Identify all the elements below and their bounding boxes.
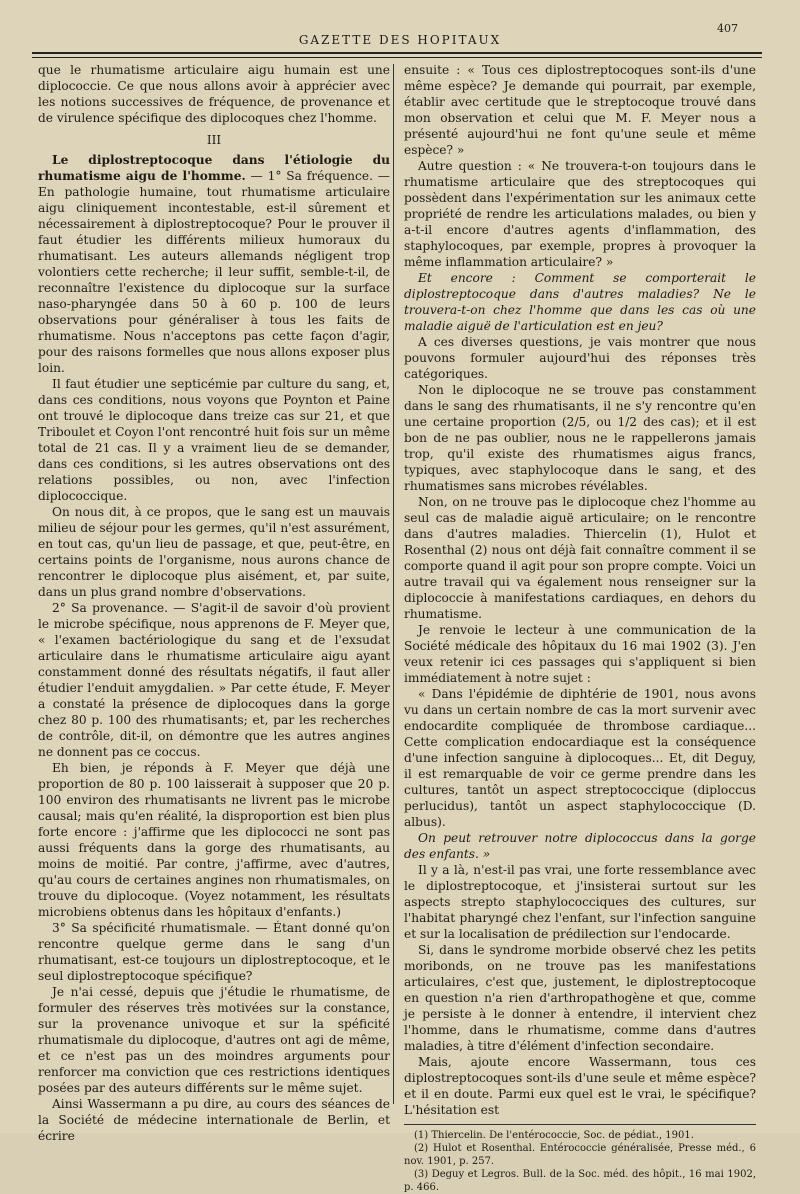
paragraph: Non, on ne trouve pas le diplocoque chez l'homme au seul cas de maladie aiguë articulaire; on le rencontre dans d'autres maladies. Thiercelin (1), Hulot et Rosenthal (2) nous ont déjà fait connaître comment il se comporte quand il agit pour son propre compte. Voici un autre travail qui va également nous renseigner sur la diplococcie à manifestations cardiaques, en dehors du rhumatisme.: [404, 495, 756, 621]
paragraph: On nous dit, à ce propos, que le sang est un mauvais milieu de séjour pour les germes, qu'il n'est assurément, en tout cas, qu'un lieu de passage, et que, peut-être, en certains points de l'organisme, nous aurons chance de rencontrer le diplocoque plus aisément, et, par suite, dans un plus grand nombre d'observations.: [38, 505, 390, 599]
paragraph: que le rhumatisme articulaire aigu humain est une diplococcie. Ce que nous allons avoir à apprécier avec les notions successives de fréquence, de provenance et de virulence spécifique des diplocoques chez l'homme.: [38, 63, 390, 125]
paragraph: Je renvoie le lecteur à une communication de la Société médicale des hôpitaux du 16 mai 1902 (3). J'en veux retenir ici ces passages qui s'appliquent si bien immédiatement à notre sujet :: [404, 623, 756, 685]
paragraph: [38, 152, 390, 376]
paragraph: Non le diplocoque ne se trouve pas constamment dans le sang des rhumatisants, il ne s'y rencontre qu'en une certaine proportion (2/5, ou 1/2 des cas); et il est bon de ne pas oublier, nous ne le rappellerons jamais trop, qu'il existe des rhumatismes aigus francs, typiques, avec staphylocoque dans le sang, et des rhumatismes sans microbes révélables.: [404, 383, 756, 493]
column-divider: [393, 64, 394, 1104]
top-rule-thin: [32, 57, 762, 58]
paragraph: Il y a là, n'est-il pas vrai, une forte ressemblance avec le diplostreptocoque, et j'insisterai surtout sur les aspects strepto staphylococciques des cultures, sur l'habitat pharyngé chez l'enfant, sur l'infection sanguine et sur la localisation de prédilection sur l'endocarde.: [404, 863, 756, 941]
paragraph: Eh bien, je réponds à F. Meyer que déjà une proportion de 80 p. 100 laisserait à supposer que 20 p. 100 environ des rhumatisants ne livrent pas le microbe causal; mais qu'en réalité, la disproportion est bien plus forte encore : j'affirme que les diplococci ne sont pas aussi fréquents dans la gorge des rhumatisants, au moins de moitié. Par contre, j'affirme, avec d'autres, qu'au cours de certaines angines non rhumatismales, on trouve du diplocoque. (Voyez notamment, les résultats microbiens obtenus dans les hôpitaux d'enfants.): [38, 761, 390, 919]
right-column: [404, 62, 756, 1194]
paragraph: Je n'ai cessé, depuis que j'étudie le rhumatisme, de formuler des réserves très motivées sur la constance, sur la provenance univoque et sur la spéficité rhumatismale du diplocoque, d'autres ont agi de même, et ce n'est pas un des moindres arguments pour renforcer ma conviction que ces restrictions identiques posées par des auteurs différents sur le même sujet.: [38, 985, 390, 1095]
paragraph: Autre question : « Ne trouvera-t-on toujours dans le rhumatisme articulaire que des streptocoques qui possèdent dans l'expérimentation sur les animaux cette propriété de rendre les articulations malades, ou bien y a-t-il encore d'autres agents d'inflammation, des staphylocoques, par exemple, propres à provoquer la même inflammation articulaire? »: [404, 159, 756, 269]
running-head: GAZETTE DES HOPITAUX: [298, 33, 502, 47]
paragraph: « Dans l'épidémie de diphtérie de 1901, nous avons vu dans un certain nombre de cas la mort survenir avec endocardite compliquée de thrombose cardiaque... Cette complication endocardiaque est la conséquence d'une infection sanguine à diplocoques... Et, dit Deguy, il est remarquable de voir ce germe prendre dans les cultures, tantôt un aspect streptococcique (diploccus perlucidus), tantôt un aspect staphylococcique (D. albus).: [404, 687, 756, 829]
footnote: (2) Hulot et Rosenthal. Entérococcie généralisée, Presse méd., 6 nov. 1901, p. 257.: [404, 1143, 756, 1167]
left-column: [38, 62, 390, 1144]
paragraph: On peut retrouver notre diplococcus dans la gorge des enfants. »: [404, 831, 756, 861]
paragraph: Mais, ajoute encore Wassermann, tous ces diplostreptocoques sont-ils d'une seule et même espèce? et il en doute. Parmi eux quel est le vrai, le spécifique? L'hésitation est: [404, 1055, 756, 1117]
paragraph: ensuite : « Tous ces diplostreptocoques sont-ils d'une même espèce? Je demande qui pourrait, par exemple, établir avec certitude que le streptocoque trouvé dans mon observation et celui que M. F. Meyer nous a présenté aujourd'hui ne font qu'une seule et même espèce? »: [404, 63, 756, 157]
paragraph: 3° Sa spécificité rhumatismale. — Étant donné qu'on rencontre quelque germe dans le sang d'un rhumatisant, est-ce toujours un diplostreptocoque, et le seul diplostreptocoque spécifique?: [38, 921, 390, 983]
paragraph: Ainsi Wassermann a pu dire, au cours des séances de la Société de médecine internationale de Berlin, et écrire: [38, 1097, 390, 1143]
footnotes: [404, 1124, 756, 1194]
section-heading: Le diplostreptocoque dans l'étiologie du rhumatisme aigu de l'homme.: [38, 153, 390, 183]
paragraph: A ces diverses questions, je vais montrer que nous pouvons formuler aujourd'hui des réponses très catégoriques.: [404, 335, 756, 381]
footnote: (1) Thiercelin. De l'entérococcie, Soc. de pédiat., 1901.: [414, 1130, 694, 1141]
top-rule: [32, 52, 762, 54]
page-number: 407: [717, 22, 738, 35]
paragraph: Si, dans le syndrome morbide observé chez les petits moribonds, on ne trouve pas les manifestations articulaires, c'est que, justement, le diplostreptocoque en question n'a rien d'arthropathogène et que, comme je persiste à le donner à entendre, il intervient chez l'homme, dans le rhumatisme, comme dans d'autres maladies, à titre d'élément d'infection secondaire.: [404, 943, 756, 1053]
paragraph: Et encore : Comment se comporterait le diplostreptocoque dans d'autres maladies? Ne le trouvera-t-on chez l'homme que dans les cas où une maladie aiguë de l'articulation est en jeu?: [404, 271, 756, 333]
section-number: III: [206, 133, 222, 147]
footnote: (3) Deguy et Legros. Bull. de la Soc. méd. des hôpit., 16 mai 1902, p. 466.: [404, 1169, 756, 1193]
heading-text: — 1° Sa fréquence. — En pathologie humaine, tout rhumatisme articulaire aigu cliniquement incontestable, est-il sûrement et nécessairement à diplostreptocoque? Pour le prouver il faut étudier les différents milieux humoraux du rhumatisant. Les auteurs allemands négligent trop volontiers cette recherche; il leur suffit, semble-t-il, de reconnaître l'existence du diplocoque sur la surface naso-pharyngée dans 50 à 60 p. 100 de leurs observations pour généraliser à tous les faits de rhumatisme. Nous n'acceptons pas cette façon d'agir, pour des raisons formelles que nous allons exposer plus loin.: [38, 169, 390, 375]
paragraph: 2° Sa provenance. — S'agit-il de savoir d'où provient le microbe spécifique, nous apprenons de F. Meyer que, « l'examen bactériologique du sang et de l'exsudat articulaire dans le rhumatisme articulaire aigu ayant constamment donné des résultats négatifs, il faut aller étudier l'enduit amygdalien. » Par cette étude, F. Meyer a constaté la présence de diplocoques dans la gorge chez 80 p. 100 des rhumatisants; et, par les recherches de contrôle, dit-il, on démontre que les autres angines ne donnent pas ce coccus.: [38, 601, 390, 759]
paragraph: Il faut étudier une septicémie par culture du sang, et, dans ces conditions, nous voyons que Poynton et Paine ont trouvé le diplocoque dans treize cas sur 21, et que Triboulet et Coyon l'ont rencontré huit fois sur un même total de 21 cas. Il y a vraiment lieu de se demander, dans ces conditions, si les autres observations ont des relations possibles, ou non, avec l'infection diplococcique.: [38, 377, 390, 503]
